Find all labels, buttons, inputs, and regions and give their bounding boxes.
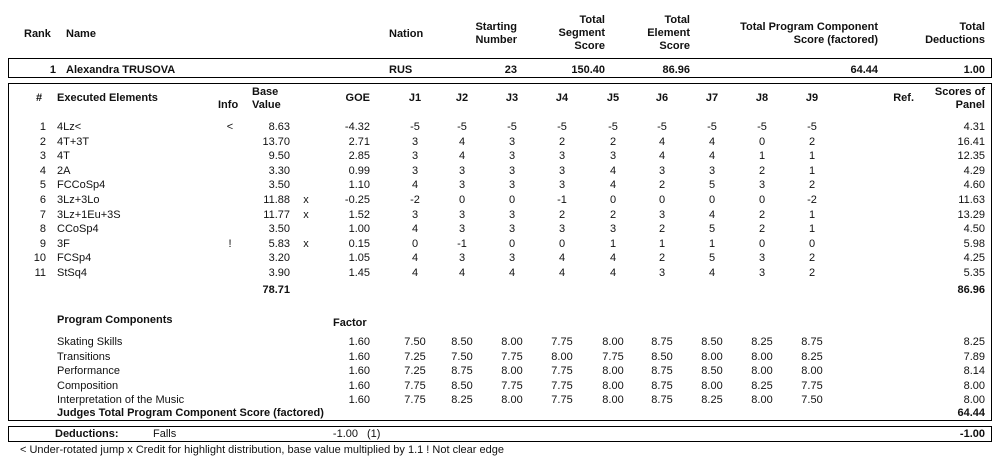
element-base-value: 11.88 (263, 194, 290, 206)
element-judge-score: 2 (658, 179, 666, 191)
components-factor-header: Factor (333, 317, 367, 329)
component-name: Composition (57, 380, 119, 392)
element-judge-score: 3 (508, 179, 516, 191)
element-judge-score: -2 (410, 194, 420, 206)
element-judge-score: 2 (758, 165, 766, 177)
element-name: 4T+3T (57, 136, 90, 148)
component-judge-score: 7.75 (551, 380, 573, 392)
element-judge-score: 3 (658, 165, 666, 177)
element-judge-score: 4 (609, 179, 617, 191)
skater-box-bottom (8, 77, 992, 78)
elements-info-header: Info (218, 99, 239, 111)
element-num: 4 (39, 165, 46, 177)
name-header: Name (66, 28, 96, 40)
element-num: 1 (39, 121, 46, 133)
component-judge-score: 8.50 (651, 351, 673, 363)
element-name: 2A (57, 165, 71, 177)
element-judge-score: 3 (411, 209, 419, 221)
segment-header-1: Total (579, 14, 605, 26)
element-judge-score: -5 (707, 121, 717, 133)
element-judge-score: 4 (609, 252, 617, 264)
element-judge-score: 3 (758, 179, 766, 191)
element-goe: -4.32 (344, 121, 370, 133)
component-judge-score: 8.00 (701, 351, 723, 363)
element-judge-score: 0 (458, 194, 466, 206)
deductions-box-top (8, 426, 992, 427)
element-judge-score: 3 (558, 150, 566, 162)
element-name: 3Lz+1Eu+3S (57, 209, 121, 221)
legend-text: < Under-rotated jump x Credit for highlight distribution, base value multiplied by 1.1 ! Not clear edge (20, 444, 504, 456)
component-judge-score: 8.00 (602, 365, 624, 377)
element-name: 4Lz< (57, 121, 82, 133)
element-base-value: 11.77 (263, 209, 290, 221)
element-header-2: Element (647, 27, 690, 39)
element-judge-score: 2 (808, 136, 816, 148)
element-judge-score: 1 (808, 150, 816, 162)
element-judge-score: 0 (758, 194, 766, 206)
element-num: 7 (39, 209, 46, 221)
judge-header-j4: J4 (555, 92, 569, 104)
component-name: Transitions (57, 351, 111, 363)
element-name: 4T (57, 150, 70, 162)
element-goe: 2.71 (348, 136, 370, 148)
component-judge-score: 8.00 (602, 336, 624, 348)
element-judge-score: 4 (558, 252, 566, 264)
skater-box-right (991, 58, 992, 78)
component-factor: 1.60 (348, 365, 370, 377)
element-judge-score: 3 (458, 209, 466, 221)
component-judge-score: 8.00 (751, 351, 773, 363)
skater-box-left (8, 58, 9, 78)
element-judge-score: 0 (758, 238, 766, 250)
element-judge-score: 1 (758, 150, 766, 162)
element-base-value: 3.90 (268, 267, 290, 279)
component-judge-score: 7.25 (404, 351, 426, 363)
element-num: 11 (34, 267, 46, 279)
element-judge-score: 3 (458, 179, 466, 191)
components-total-score: 64.44 (957, 407, 985, 419)
judge-header-j5: J5 (606, 92, 620, 104)
element-panel-score: 12.35 (957, 150, 985, 162)
component-name: Performance (57, 365, 120, 377)
element-num: 6 (39, 194, 46, 206)
deductions-count: (1) (367, 428, 381, 440)
component-judge-score: 8.00 (801, 365, 823, 377)
base-value-header-1: Base (252, 86, 279, 98)
element-judge-score: 4 (708, 267, 716, 279)
element-judge-score: 3 (508, 165, 516, 177)
judge-header-j6: J6 (655, 92, 669, 104)
component-judge-score: 8.25 (751, 380, 773, 392)
judge-header-j3: J3 (505, 92, 519, 104)
main-box-left (8, 83, 9, 421)
element-panel-score: 5.35 (963, 267, 985, 279)
scores-panel-header-2: Panel (955, 99, 985, 111)
elements-title-header: Executed Elements (57, 92, 158, 104)
element-judge-score: -5 (410, 121, 420, 133)
component-judge-score: 8.00 (751, 365, 773, 377)
judge-header-j7: J7 (705, 92, 719, 104)
element-name: FCSp4 (57, 252, 92, 264)
judge-header-j8: J8 (755, 92, 769, 104)
element-judge-score: 0 (758, 136, 766, 148)
element-goe: 1.00 (348, 223, 370, 235)
deductions-label: Deductions: (55, 428, 119, 440)
element-panel-score: 4.60 (963, 179, 985, 191)
deductions-type: Falls (153, 428, 177, 440)
skater-rank: 1 (49, 64, 56, 76)
element-judge-score: 3 (411, 136, 419, 148)
element-judge-score: 3 (508, 223, 516, 235)
element-judge-score: 1 (708, 238, 716, 250)
element-judge-score: 4 (411, 267, 419, 279)
component-judge-score: 7.75 (602, 351, 624, 363)
element-judge-score: 2 (609, 209, 617, 221)
element-judge-score: 0 (508, 194, 516, 206)
element-base-value: 3.30 (268, 165, 290, 177)
element-judge-score: 5 (708, 223, 716, 235)
deductions-header-2: Deductions (925, 34, 985, 46)
element-judge-score: 0 (708, 194, 716, 206)
element-judge-score: -1 (457, 238, 467, 250)
element-judge-score: 1 (658, 238, 666, 250)
component-judge-score: 7.75 (551, 336, 573, 348)
element-goe: 1.10 (348, 179, 370, 191)
element-judge-score: 0 (808, 238, 816, 250)
element-goe: 0.99 (348, 165, 370, 177)
component-panel-score: 8.14 (963, 365, 985, 377)
element-judge-score: 2 (558, 209, 566, 221)
element-name: 3F (57, 238, 70, 250)
elements-num-header: # (36, 92, 43, 104)
deductions-box-bottom (8, 441, 992, 442)
segment-header-3: Score (574, 40, 605, 52)
element-judge-score: 4 (458, 150, 466, 162)
element-num: 8 (39, 223, 46, 235)
element-header-1: Total (664, 14, 690, 26)
element-base-value: 8.63 (268, 121, 290, 133)
element-judge-score: -5 (557, 121, 567, 133)
skater-pcs-score: 64.44 (850, 64, 878, 76)
component-judge-score: 7.25 (404, 365, 426, 377)
element-name: FCCoSp4 (57, 179, 106, 191)
element-judge-score: 3 (411, 165, 419, 177)
element-judge-score: 4 (411, 179, 419, 191)
element-judge-score: 2 (808, 179, 816, 191)
element-judge-score: 2 (808, 252, 816, 264)
deductions-box-right (991, 426, 992, 442)
element-x-mark: x (303, 238, 309, 250)
element-judge-score: 3 (458, 223, 466, 235)
element-judge-score: -5 (757, 121, 767, 133)
element-judge-score: 2 (658, 223, 666, 235)
base-value-header-2: Value (252, 99, 281, 111)
skater-deductions: 1.00 (963, 64, 985, 76)
skater-starting-number: 23 (504, 64, 517, 76)
component-judge-score: 8.50 (701, 336, 723, 348)
element-judge-score: 3 (758, 252, 766, 264)
element-judge-score: 4 (658, 136, 666, 148)
element-judge-score: 4 (411, 252, 419, 264)
element-judge-score: -2 (807, 194, 817, 206)
element-info: ! (228, 238, 232, 250)
component-judge-score: 8.00 (602, 394, 624, 406)
segment-header-2: Segment (558, 27, 605, 39)
element-judge-score: 3 (458, 252, 466, 264)
element-judge-score: 1 (808, 165, 816, 177)
element-goe: 2.85 (348, 150, 370, 162)
element-judge-score: 4 (458, 136, 466, 148)
element-judge-score: 3 (508, 150, 516, 162)
component-name: Skating Skills (57, 336, 123, 348)
element-judge-score: 4 (558, 267, 566, 279)
element-judge-score: 3 (609, 150, 617, 162)
element-judge-score: 3 (508, 252, 516, 264)
element-judge-score: 4 (609, 267, 617, 279)
element-panel-score: 13.29 (957, 209, 985, 221)
element-panel-score: 4.31 (963, 121, 985, 133)
pcs-header-1: Total Program Component (740, 21, 878, 33)
element-goe: 1.45 (348, 267, 370, 279)
starting-header-1: Starting (475, 21, 517, 33)
element-base-value: 13.70 (262, 136, 290, 148)
element-judge-score: -5 (507, 121, 517, 133)
element-judge-score: 3 (458, 165, 466, 177)
element-judge-score: 0 (508, 238, 516, 250)
scores-panel-header-1: Scores of (934, 86, 985, 98)
component-judge-score: 7.75 (551, 365, 573, 377)
component-panel-score: 7.89 (963, 351, 985, 363)
component-judge-score: 8.75 (651, 394, 673, 406)
element-judge-score: 3 (708, 165, 716, 177)
goe-header: GOE (345, 92, 370, 104)
element-judge-score: 4 (708, 209, 716, 221)
element-judge-score: 3 (658, 209, 666, 221)
component-judge-score: 8.75 (651, 336, 673, 348)
component-panel-score: 8.25 (963, 336, 985, 348)
skater-nation: RUS (389, 64, 413, 76)
components-total-label: Judges Total Program Component Score (factored) (57, 407, 324, 419)
elements-score-total: 86.96 (957, 284, 985, 296)
element-num: 3 (39, 150, 46, 162)
component-judge-score: 8.25 (801, 351, 823, 363)
element-goe: 1.05 (348, 252, 370, 264)
element-judge-score: 3 (609, 223, 617, 235)
element-goe: 1.52 (348, 209, 370, 221)
element-num: 10 (33, 252, 46, 264)
element-judge-score: -5 (457, 121, 467, 133)
component-factor: 1.60 (348, 351, 370, 363)
skater-box-top (8, 58, 992, 59)
element-judge-score: 3 (658, 267, 666, 279)
element-judge-score: 4 (609, 165, 617, 177)
element-num: 9 (39, 238, 46, 250)
element-panel-score: 5.98 (963, 238, 985, 250)
element-x-mark: x (303, 209, 309, 221)
element-panel-score: 16.41 (957, 136, 985, 148)
starting-header-2: Number (475, 34, 517, 46)
component-judge-score: 8.25 (451, 394, 473, 406)
component-judge-score: 8.00 (551, 351, 573, 363)
element-judge-score: 4 (708, 150, 716, 162)
component-judge-score: 8.00 (501, 394, 523, 406)
elements-base-total: 78.71 (262, 284, 290, 296)
component-judge-score: 7.75 (501, 351, 523, 363)
element-judge-score: 5 (708, 252, 716, 264)
deductions-header-1: Total (959, 21, 985, 33)
element-panel-score: 4.29 (963, 165, 985, 177)
pcs-header-2: Score (factored) (793, 34, 878, 46)
element-judge-score: 1 (609, 238, 617, 250)
element-goe: 0.15 (348, 238, 370, 250)
component-judge-score: 7.50 (451, 351, 473, 363)
component-judge-score: 8.75 (651, 380, 673, 392)
element-judge-score: 0 (658, 194, 666, 206)
element-judge-score: 2 (658, 252, 666, 264)
element-judge-score: 0 (558, 238, 566, 250)
element-judge-score: 1 (808, 223, 816, 235)
component-judge-score: 8.25 (751, 336, 773, 348)
element-judge-score: -5 (657, 121, 667, 133)
element-num: 5 (39, 179, 46, 191)
deductions-total: -1.00 (959, 428, 985, 440)
element-judge-score: 3 (558, 165, 566, 177)
element-num: 2 (39, 136, 46, 148)
component-judge-score: 7.50 (801, 394, 823, 406)
deductions-value: -1.00 (332, 428, 358, 440)
element-goe: -0.25 (344, 194, 370, 206)
element-name: CCoSp4 (57, 223, 99, 235)
components-title: Program Components (57, 314, 173, 326)
component-judge-score: 8.50 (451, 336, 473, 348)
element-info: < (226, 121, 234, 133)
element-name: 3Lz+3Lo (57, 194, 100, 206)
component-judge-score: 8.00 (701, 380, 723, 392)
element-judge-score: -1 (557, 194, 567, 206)
element-judge-score: 4 (458, 267, 466, 279)
element-name: StSq4 (57, 267, 87, 279)
skater-name: Alexandra TRUSOVA (66, 64, 176, 76)
element-base-value: 5.83 (268, 238, 290, 250)
element-panel-score: 4.25 (963, 252, 985, 264)
element-base-value: 3.50 (268, 179, 290, 191)
element-judge-score: -5 (608, 121, 618, 133)
element-base-value: 9.50 (268, 150, 290, 162)
component-name: Interpretation of the Music (57, 394, 185, 406)
element-judge-score: 4 (508, 267, 516, 279)
element-judge-score: 2 (558, 136, 566, 148)
component-judge-score: 8.25 (701, 394, 723, 406)
nation-header: Nation (389, 28, 424, 40)
judge-header-j1: J1 (408, 92, 422, 104)
element-judge-score: 4 (411, 223, 419, 235)
element-panel-score: 4.50 (963, 223, 985, 235)
component-judge-score: 7.50 (404, 336, 426, 348)
element-judge-score: 3 (558, 223, 566, 235)
component-factor: 1.60 (348, 394, 370, 406)
judge-header-j9: J9 (805, 92, 819, 104)
component-judge-score: 7.75 (501, 380, 523, 392)
component-factor: 1.60 (348, 380, 370, 392)
element-judge-score: 3 (508, 209, 516, 221)
element-judge-score: 0 (609, 194, 617, 206)
component-judge-score: 8.00 (602, 380, 624, 392)
component-judge-score: 8.75 (451, 365, 473, 377)
main-box-right (991, 83, 992, 421)
element-judge-score: 3 (558, 179, 566, 191)
rank-header: Rank (24, 28, 51, 40)
element-judge-score: 1 (808, 209, 816, 221)
element-judge-score: 2 (808, 267, 816, 279)
element-judge-score: 3 (411, 150, 419, 162)
component-factor: 1.60 (348, 336, 370, 348)
element-judge-score: 0 (411, 238, 419, 250)
component-judge-score: 8.00 (751, 394, 773, 406)
component-judge-score: 8.50 (701, 365, 723, 377)
element-judge-score: 3 (508, 136, 516, 148)
judge-header-j2: J2 (455, 92, 469, 104)
component-judge-score: 8.75 (801, 336, 823, 348)
skater-element-score: 86.96 (662, 64, 690, 76)
element-panel-score: 11.63 (958, 194, 985, 206)
element-judge-score: 2 (758, 223, 766, 235)
component-panel-score: 8.00 (963, 394, 985, 406)
element-base-value: 3.50 (268, 223, 290, 235)
element-base-value: 3.20 (268, 252, 290, 264)
element-header-3: Score (659, 40, 690, 52)
element-judge-score: 2 (609, 136, 617, 148)
element-judge-score: 4 (708, 136, 716, 148)
component-judge-score: 8.00 (501, 336, 523, 348)
component-judge-score: 8.75 (651, 365, 673, 377)
component-judge-score: 7.75 (551, 394, 573, 406)
element-x-mark: x (303, 194, 309, 206)
element-judge-score: 3 (758, 267, 766, 279)
element-judge-score: -5 (807, 121, 817, 133)
component-judge-score: 8.50 (451, 380, 473, 392)
ref-header: Ref. (893, 92, 914, 104)
deductions-box-left (8, 426, 9, 442)
component-judge-score: 8.00 (501, 365, 523, 377)
element-judge-score: 2 (758, 209, 766, 221)
skater-segment-score: 150.40 (571, 64, 605, 76)
component-panel-score: 8.00 (963, 380, 985, 392)
component-judge-score: 7.75 (404, 394, 426, 406)
main-box-bottom (8, 420, 992, 421)
main-box-top (8, 83, 992, 84)
element-judge-score: 4 (658, 150, 666, 162)
component-judge-score: 7.75 (801, 380, 823, 392)
element-judge-score: 5 (708, 179, 716, 191)
component-judge-score: 7.75 (404, 380, 426, 392)
